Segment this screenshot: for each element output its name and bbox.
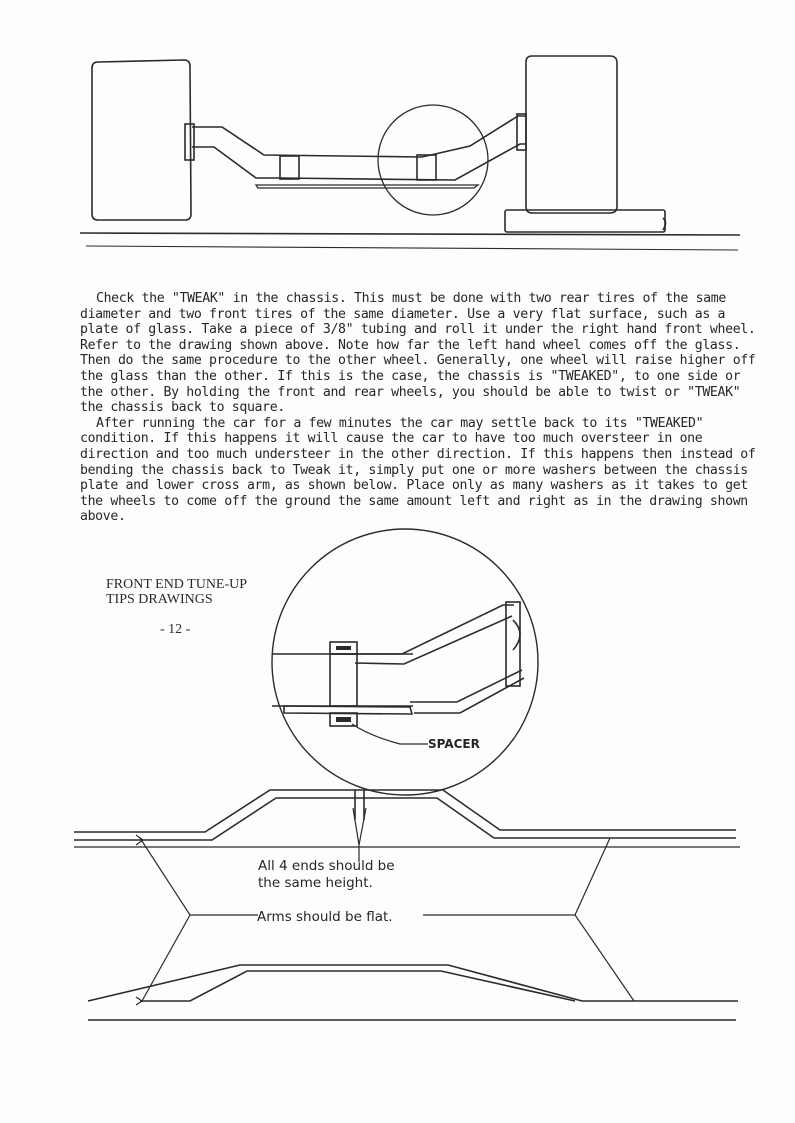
ends-height-note — [258, 858, 448, 892]
magnified-chassis-parts — [272, 602, 524, 726]
caption-line-1: FRONT END TUNE-UP — [106, 577, 248, 592]
paragraph-tweak-check: Check the "TWEAK" in the chassis. This must be done with two rear tires of the same diameter and two front tires of the same diameter. Use a very flat surface, such as a plate of glass. Take a piece of 3/8" tubing and roll it under the right hand front wheel. Refer to the drawing shown above. Note how far the left hand wheel comes off the glass. Then do the same procedure to the other wheel. Generally, one wheel will raise higher off the glass than the other. If this is the case, the chassis is "TWEAKED", to one side or the other. By holding the front and rear wheels, you should be able to twist or "TWEAK" the chassis back to square. — [80, 291, 756, 416]
arms-flat-note: Arms should be flat. — [257, 909, 393, 925]
spacer-pointer — [352, 724, 428, 744]
paragraph-washer-fix: After running the car for a few minutes the car may settle back to its "TWEAKED" condition. If this happens it will cause the car to have too much oversteer in one direction and too much understeer in the other direction. If this happens then instead of bending the chassis back to Tweak it, simply put one or more washers between the chassis plate and lower cross arm, as shown below. Place only as many washers as it takes to get the wheels to come off the ground the same amount left and right as in the drawing shown above. — [80, 415, 756, 525]
upper-arm — [74, 790, 740, 862]
lower-arm — [88, 965, 738, 1020]
ends-note-line-2: the same height. — [258, 875, 373, 891]
page-number: - 12 - — [160, 622, 191, 637]
caption-line-2: TIPS DRAWINGS — [106, 592, 213, 607]
spacer-label: SPACER — [428, 737, 480, 751]
ends-note-line-1: All 4 ends should be — [258, 858, 395, 874]
magnified-detail-circle — [272, 529, 538, 795]
